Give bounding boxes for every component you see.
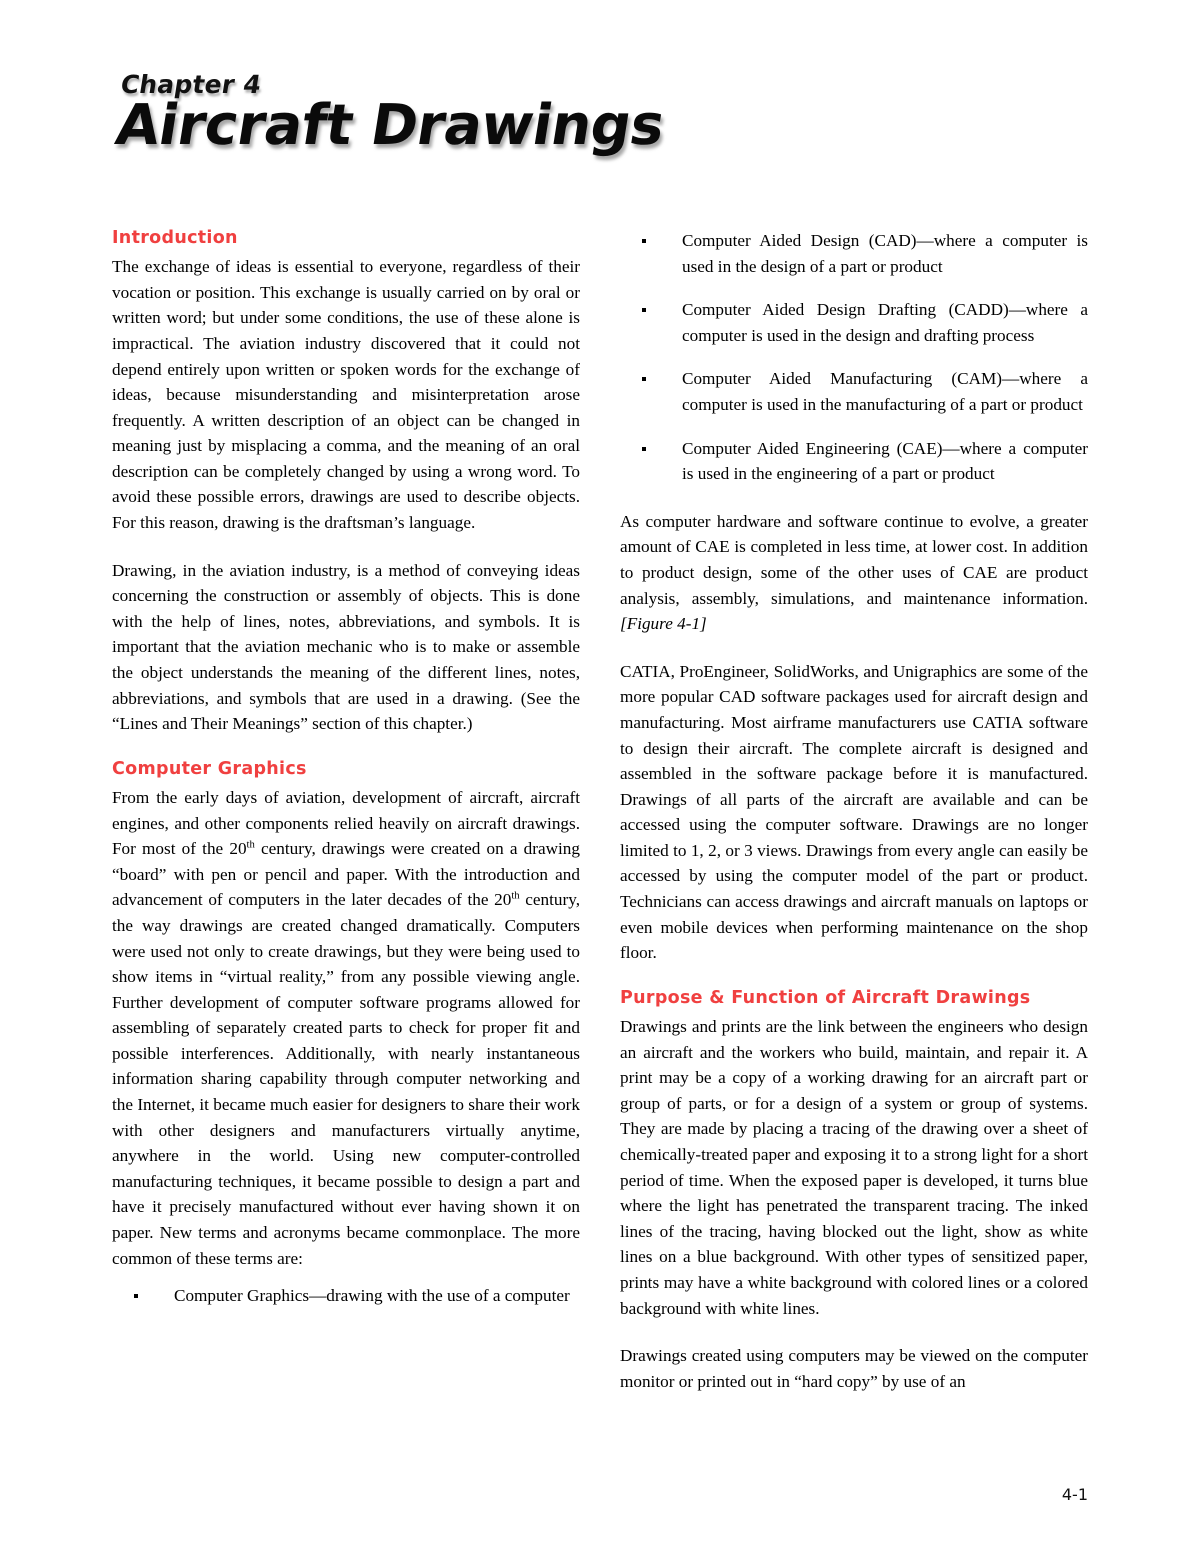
- page-number: 4-1: [1061, 1485, 1088, 1504]
- list-item: [620, 366, 1088, 417]
- paragraph-intro-2: Drawing, in the aviation industry, is a method of conveying ideas concerning the construction or assembly of objects. This is done with the help of lines, notes, abbreviations, and symbols. It is important that the aviation mechanic who is to make or assemble the object understands the meaning of the different lines, notes, abbreviations, and symbols that are used in a drawing. (See the “Lines and Their Meanings” section of this chapter.): [112, 560, 580, 734]
- paragraph-catia: CATIA, ProEngineer, SolidWorks, and Unigraphics are some of the more popular CAD software packages used for aircraft design and manufacturing. Most airframe manufacturers use CATIA software to design their aircraft. The complete aircraft is designed and assembled in the software package before it is manufactured. Drawings of all parts of the aircraft are available and can be accessed using the computer software. Drawings are no longer limited to 1, 2, or 3 views. Drawings from every angle can easily be accessed by using the computer model of the part or product. Technicians can access drawings and aircraft manuals on laptops or even mobile devices when performing maintenance on the shop floor.: [620, 661, 1088, 963]
- list-item: [620, 228, 1088, 279]
- cg-text-part-1: From the early days of aviation, development of aircraft, aircraft engines, and other components relied heavily on aircraft drawings. For most of the 20: [112, 787, 580, 859]
- right-bullet-list: [620, 228, 1088, 487]
- list-item: [620, 436, 1088, 487]
- paragraph-intro-1: The exchange of ideas is essential to everyone, regardless of their vocation or position. This exchange is usually carried on by oral or written word; but under some conditions, the use of these alone is impractical. The aviation industry discovered that it could not depend entirely upon written or spoken words for the exchange of ideas, because misunderstanding and misinterpretation arose frequently. A written description of an object can be changed in meaning just by misplacing a comma, and the meaning of an oral description can be completely changed by using a wrong word. To avoid these possible errors, drawings are used to describe objects. For this reason, drawing is the draftsman’s language.: [112, 257, 580, 533]
- chapter-title-text: Aircraft Drawings: [111, 93, 669, 158]
- paragraph-purpose-1: Drawings and prints are the link between the engineers who design an aircraft and the workers who build, maintain, and repair it. A print may be a copy of a working drawing for an aircraft part or group of parts, or for a design of a system or group of systems. They are made by placing a tracing of the drawing over a sheet of chemically-treated paper and exposing it to a strong light for a short period of time. When the exposed paper is developed, it turns blue where the light has penetrated the transparent tracing. The inked lines of the tracing, having blocked out the light, show as white lines on a blue background. With other types of sensitized paper, prints may have a white background with colored lines or a colored background with white lines.: [620, 1016, 1088, 1318]
- cg-text-part-3: century, the way drawings are created changed dramatically. Computers were used not only to create drawings, but they were being used to show items in “virtual reality,” from any possible viewing angle. Further development of computer software programs allowed for assembling of separately created parts to check for proper fit and possible interferences. Additionally, with nearly instantaneous information sharing capability through computer networking and the Internet, it became much easier for designers to share their work with other designers and manufacturers virtually anytime, anywhere in the world. Using new computer-controlled manufacturing techniques, it became possible to design a part and have it precisely manufactured without ever having shown it on paper. New terms and acronyms became commonplace. The more common of these terms are:: [112, 890, 581, 1268]
- list-item: [620, 297, 1088, 348]
- cg-text-part-2: century, drawings were created on a drawing “board” with pen or pencil and paper. With the introduction and advancement of computers in the later decades of the 20: [112, 839, 580, 910]
- figure-reference: [Figure 4-1]: [620, 614, 707, 634]
- list-item-text: Computer Aided Design Drafting (CADD)—where a computer is used in the design and drafting process: [682, 300, 1088, 345]
- paragraph-cae: [620, 509, 1088, 637]
- left-bullet-list: [112, 1283, 580, 1309]
- square-bullet-icon: [642, 239, 646, 243]
- left-column: [112, 228, 580, 1394]
- heading-introduction: Introduction: [112, 228, 238, 248]
- cg-ordinal-2: th: [511, 890, 520, 902]
- heading-purpose-function: Purpose & Function of Aircraft Drawings: [620, 987, 1031, 1008]
- list-item-text: Computer Aided Engineering (CAE)—where a computer is used in the engineering of a part or product: [682, 438, 1088, 484]
- heading-computer-graphics: Computer Graphics: [112, 758, 307, 779]
- chapter-number-label: Chapter 4: [118, 70, 264, 99]
- cg-ordinal-1: th: [246, 839, 255, 851]
- square-bullet-icon: [642, 377, 646, 381]
- list-item-text: Computer Aided Design (CAD)—where a computer is used in the design of a part or product: [682, 231, 1088, 276]
- square-bullet-icon: [642, 308, 646, 312]
- cae-text: As computer hardware and software continue to evolve, a greater amount of CAE is completed in less time, at lower cost. In addition to product design, some of the other uses of CAE are product analysis, assembly, simulations, and maintenance information.: [620, 511, 1088, 608]
- right-column: [620, 228, 1088, 1394]
- paragraph-purpose-2: Drawings created using computers may be viewed on the computer monitor or printed out in “hard copy” by use of an: [620, 1346, 1088, 1391]
- list-item: [112, 1283, 580, 1309]
- square-bullet-icon: [642, 447, 646, 451]
- chapter-title-row: [111, 93, 812, 158]
- list-item-text: Computer Aided Manufacturing (CAM)—where a computer is used in the manufacturing of a part or product: [682, 369, 1088, 414]
- paragraph-computer-graphics-1: [112, 785, 580, 1271]
- square-bullet-icon: [134, 1294, 138, 1298]
- two-column-body: [112, 228, 1088, 1394]
- chapter-title-block: [111, 70, 812, 158]
- list-item-text: Computer Graphics—drawing with the use of a computer: [174, 1286, 570, 1306]
